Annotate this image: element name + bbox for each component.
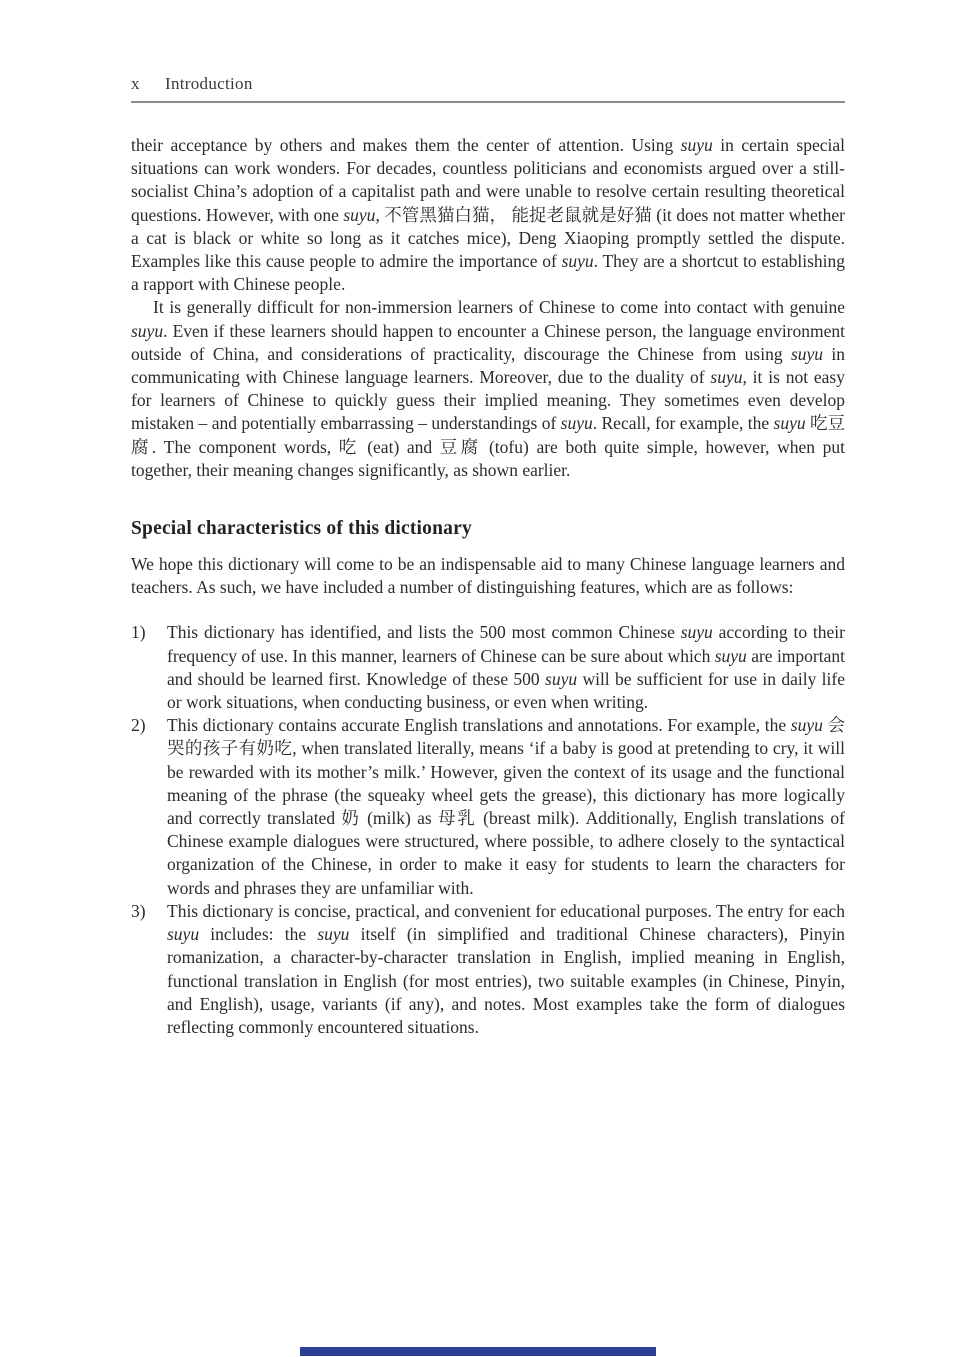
section-heading: Special characteristics of this dictionary (131, 518, 472, 540)
list-item-marker: 1) (131, 622, 146, 643)
paragraph-intro: We hope this dictionary will come to be an indispensable aid to many Chinese language learners and teachers. As such, we have included a number of distinguishing features, which are as follows: (131, 554, 845, 598)
list-item-marker: 2) (131, 715, 146, 736)
paragraph-1: their acceptance by others and makes them the center of attention. Using suyu in certain special situations can work wonders. For decades, countless politicians and economists argued over a still-socialist China’s adoption of a capitalist path and were unable to resolve certain resulting theoretical questions. However, with one suyu, 不管黑猫白猫， 能捉老鼠就是好猫 (it does not matter whether a cat is black or white so long as it catches mice), Deng Xiaoping promptly settled the dispute. Examples like this cause people to admire the importance of suyu. They are a shortcut to establishing a rapport with Chinese people. (131, 135, 845, 295)
list-item (131, 900, 845, 1039)
running-head (131, 0, 845, 94)
list-item (131, 621, 845, 714)
list-item-text: This dictionary has identified, and lists the 500 most common Chinese suyu according to their frequency of use. In this manner, learners of Chinese can be sure about which suyu are important and should be learned first. Knowledge of these 500 suyu will be sufficient for use in daily life or work situations, when conducting business, or even when writing. (167, 622, 845, 713)
header-rule (131, 101, 845, 103)
list-item-marker: 3) (131, 900, 146, 921)
running-head-title: Introduction (165, 74, 253, 93)
feature-list (131, 621, 845, 1039)
page-number: x (131, 74, 140, 93)
paragraph-2: It is generally difficult for non-immersion learners of Chinese to come into contact with genuine suyu. Even if these learners should happen to encounter a Chinese person, the language environment outside of China, and considerations of practicality, discourage the Chinese from using suyu in communicating with Chinese language learners. Moreover, due to the duality of suyu, it is not easy for learners of Chinese to quickly guess their implied meaning. They sometimes even develop mistaken – and potentially embarrassing – understandings of suyu. Recall, for example, the suyu 吃豆腐. The component words, 吃 (eat) and 豆腐 (tofu) are both quite simple, however, when put together, their meaning changes significantly, as shown earlier. (131, 297, 845, 480)
list-item-text: This dictionary contains accurate English translations and annotations. For example, the suyu 会哭的孩子有奶吃, when translated literally, means ‘if a baby is good at pretending to cry, it will be rewarded with its mother’s milk.’ However, given the context of its usage and the functional meaning of the phrase (the squeaky wheel gets the grease), this dictionary has more logically and correctly translated 奶 (milk) as 母乳 (breast milk). Additionally, English translations of Chinese example dialogues were structured, where possible, to adhere closely to the syntactical organization of the Chinese, in order to make it easy for students to learn the characters for words and phrases they are unfamiliar with. (167, 715, 846, 898)
list-item (131, 714, 845, 900)
book-page (131, 0, 845, 1039)
list-item-text: This dictionary is concise, practical, and convenient for educational purposes. The entry for each suyu includes: the suyu itself (in simplified and traditional Chinese characters), Pinyin romanization, a character-by-character translation in English, implied meaning in English, functional translation in English (for most entries), two suitable examples (in Chinese, Pinyin, and English), usage, variants (if any), and notes. Most examples take the form of dialogues reflecting commonly encountered situations. (167, 900, 846, 1037)
body-text (131, 134, 845, 1039)
page-progress-bar (300, 1347, 656, 1356)
